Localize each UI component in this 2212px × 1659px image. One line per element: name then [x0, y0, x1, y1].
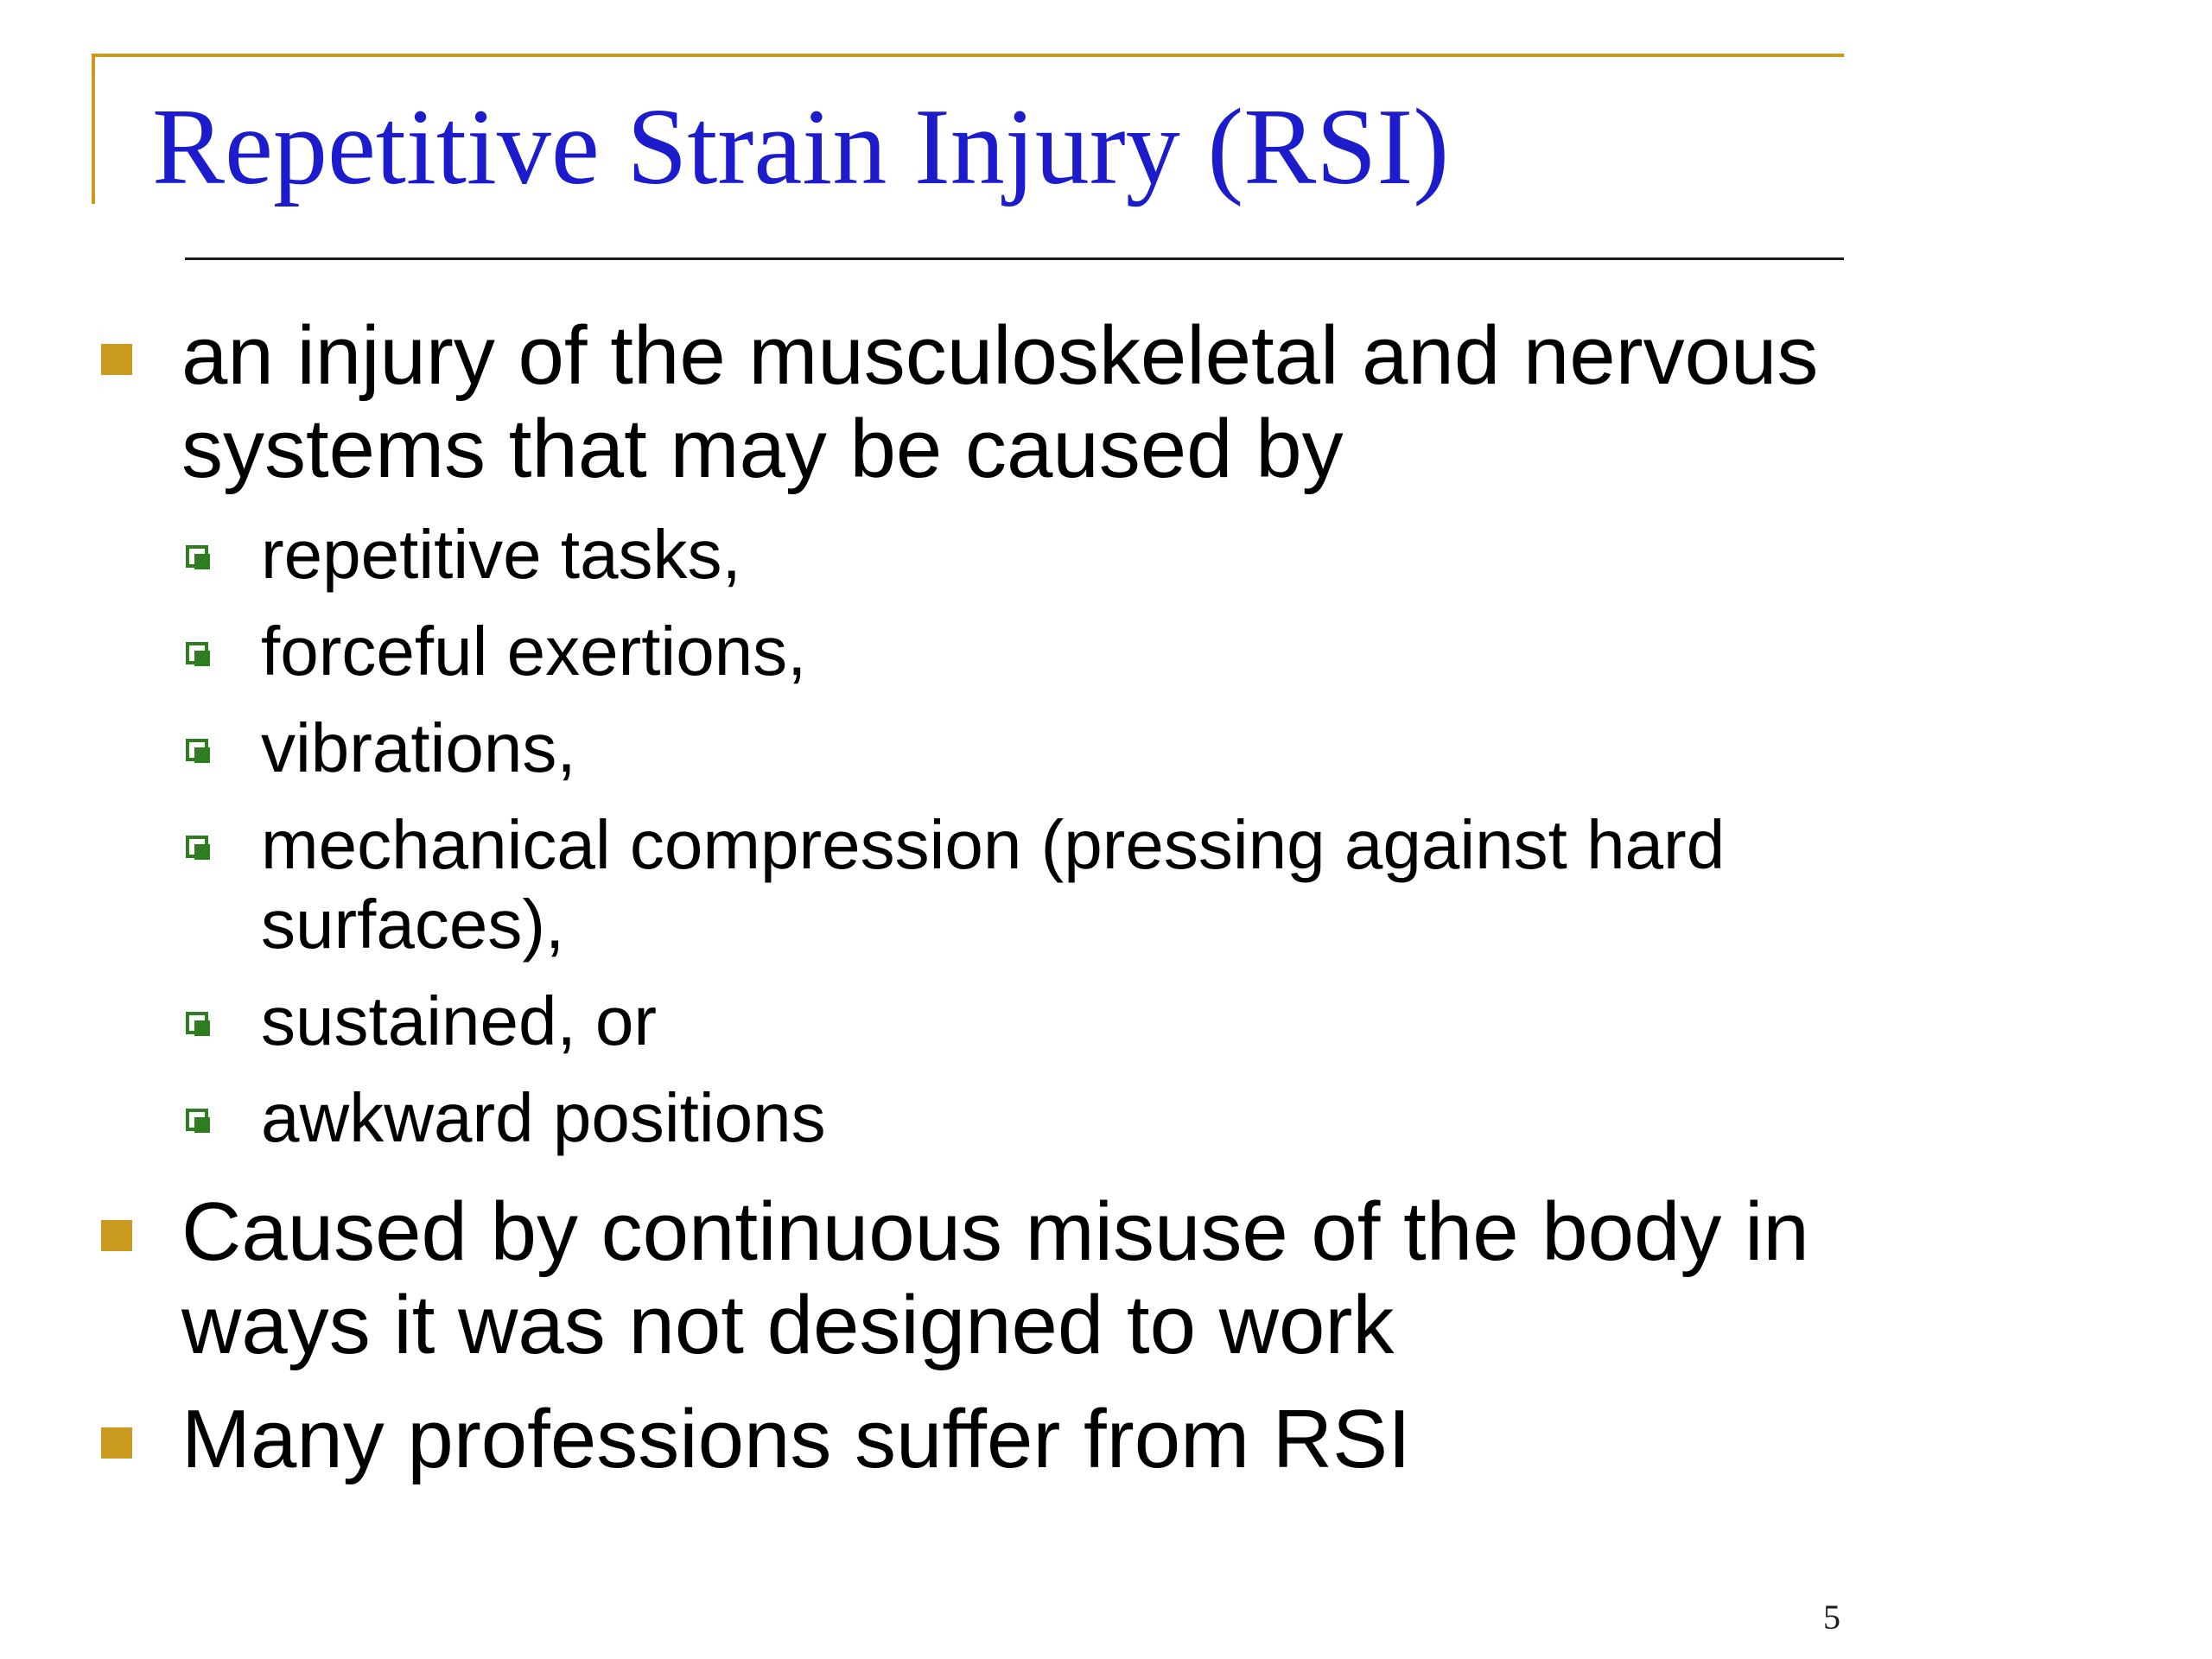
bullet-text: Many professions suffer from RSI: [181, 1393, 1411, 1485]
hollow-square-bullet-icon: [186, 836, 208, 858]
sub-bullet-text: vibrations,: [261, 709, 576, 786]
sub-bullet-text: sustained, or: [261, 982, 658, 1059]
square-bullet-icon: [101, 1220, 132, 1251]
sub-bullet-item: [261, 709, 1816, 788]
sub-bullet-item: [261, 805, 1816, 964]
title-underline: [185, 257, 1844, 260]
sub-bullet-item: [261, 1078, 1816, 1158]
page-number: 5: [1823, 1598, 1840, 1637]
sub-bullet-item: [261, 515, 1816, 594]
title-frame-top-rule: [92, 54, 1844, 57]
bullet-text: an injury of the musculoskeletal and nervous systems that may be caused by: [181, 309, 1819, 495]
sub-bullet-item: [261, 982, 1816, 1061]
sub-bullet-text: repetitive tasks,: [261, 516, 741, 593]
sub-bullet-text: forceful exertions,: [261, 613, 807, 690]
bullet-item-1: [181, 309, 1858, 496]
bullet-text: Caused by continuous misuse of the body in ways it was not designed to work: [181, 1185, 1809, 1371]
sub-bullet-text: mechanical compression (pressing against hard surfaces),: [261, 806, 1726, 963]
hollow-square-bullet-icon: [186, 1012, 208, 1034]
slide-title: Repetitive Strain Injury (RSI): [152, 87, 1450, 207]
title-frame-left-rule: [92, 54, 95, 204]
hollow-square-bullet-icon: [186, 739, 208, 761]
square-bullet-icon: [101, 1427, 132, 1459]
hollow-square-bullet-icon: [186, 1109, 208, 1131]
hollow-square-bullet-icon: [186, 642, 208, 664]
sub-bullet-item: [261, 612, 1816, 691]
square-bullet-icon: [101, 344, 132, 375]
hollow-square-bullet-icon: [186, 545, 208, 568]
bullet-item-2: [181, 1185, 1858, 1372]
sub-bullet-text: awkward positions: [261, 1079, 826, 1156]
bullet-item-3: [181, 1393, 1858, 1486]
